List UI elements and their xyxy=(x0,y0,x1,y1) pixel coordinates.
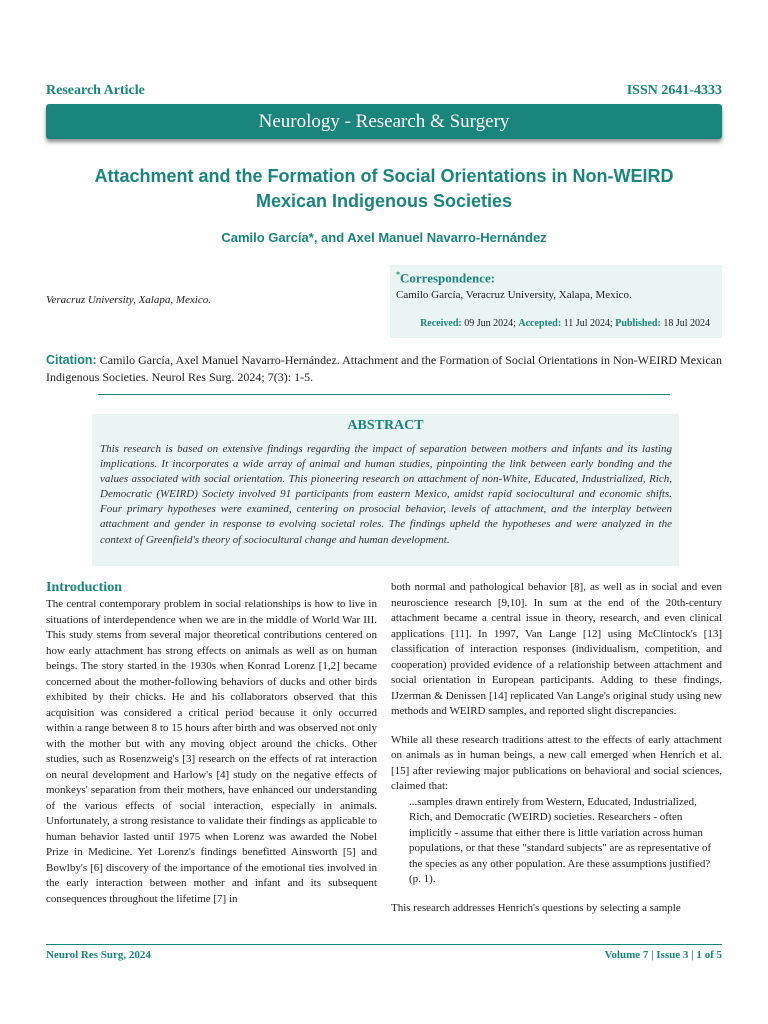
author-list: Camilo García*, and Axel Manuel Navarro-Hernández xyxy=(221,230,547,245)
published-date: 18 Jul 2024 xyxy=(663,318,710,329)
issn-label: ISSN 2641-4333 xyxy=(626,83,722,98)
introduction-heading: Introduction xyxy=(46,580,122,595)
affiliation: Veracruz University, Xalapa, Mexico. xyxy=(46,294,211,306)
abstract-heading: ABSTRACT xyxy=(347,418,424,433)
accepted-label: Accepted: xyxy=(518,318,562,329)
journal-banner: Neurology - Research & Surgery xyxy=(46,104,722,139)
abstract-text: This research is based on extensive findings regarding the impact of separation between mothers and infants and its lasting implications. It incorporates a wide array of animal and human studies, pinpointing the link between early bonding and the values associated with social orientation. This pioneering research on attachment of non-White, Educated, Industrialized, Rich, Democratic (WEIRD) Society involved 91 participants from eastern Mexico, amidst rapid sociocultural and economic shifts. Four primary hypotheses were examined, centering on prosocial behavior, levels of attachment, and the interplay between attachment and gender in response to evolving societal roles. The findings upheld the hypotheses and were analyzed in the context of Greenfield's theory of sociocultural change and human development. xyxy=(100,443,672,546)
abstract-box xyxy=(92,414,679,566)
citation-text: Camilo García, Axel Manuel Navarro-Hernández. Attachment and the Formation of Social Orientations in Non-WEIRD Mexican Indigenous Societies. Neurol Res Surg. 2024; 7(3): 1-5. xyxy=(46,353,723,384)
correspondence-heading: Correspondence: xyxy=(400,270,496,286)
body-column-left xyxy=(46,580,377,907)
article-type-label: Research Article xyxy=(46,83,145,98)
section-divider xyxy=(98,394,670,395)
publication-dates xyxy=(420,318,710,329)
body-paragraph: This research addresses Henrich's questions by selecting a sample xyxy=(391,901,681,914)
correspondence-box xyxy=(390,265,722,338)
citation xyxy=(46,352,722,386)
received-date: 09 Jun 2024; xyxy=(464,318,516,329)
accepted-date: 11 Jul 2024; xyxy=(563,318,613,329)
citation-label: Citation: xyxy=(46,353,97,367)
block-quote: ...samples drawn entirely from Western, Educated, Industrialized, Rich, and Democratic (WEIRD) societies. Researchers - often implicitly - assume that either there is little variation across human populations, or that these "standard subjects" are as representative of the species as any other population. Are these assumptions justified? (p. 1). xyxy=(409,795,712,885)
paper-title: Attachment and the Formation of Social Orientations in Non-WEIRD Mexican Indigenous Societies xyxy=(94,166,674,211)
body-paragraph: The central contemporary problem in social relationships is how to live in situations of interdependence when we are in the middle of World War III. This study stems from several major theoretical contributions centered on how early attachment has strong effects on animals as well as on human beings. The story started in the 1930s when Konrad Lorenz [1,2] became concerned about the mother-following behaviors of ducks and other birds exhibited by their chicks. He and his collaborators observed that this acquisition was considered a critical period because it only occurred within a range between 8 to 15 hours after birth and was observed not only with the mother but with any moving object around the chicks. Other studies, such as Rosenzweig's [3] research on the effects of rat interaction on neural development and Harlow's [4] study on the negative effects of monkeys' separation from their mothers, have enhanced our understanding of the various effects of social interaction, especially in animals. Unfortunately, a strong resistance to validate their findings as applicable to human behavior lasted until 1975 when Lorenz was awarded the Nobel Prize in Medicine. Yet Lorenz's findings benefitted Ainsworth [5] and Bowlby's [6] discovery of the importance of the emotional ties involved in the early interaction between mother and infant and its subsequent consequences throughout the lifetime [7] in xyxy=(46,598,377,905)
correspondence-mark: * xyxy=(396,270,400,279)
correspondence-title xyxy=(396,270,495,286)
footer-rule xyxy=(46,944,722,945)
footer-journal-citation: Neurol Res Surg, 2024 xyxy=(46,949,151,961)
body-paragraph: While all these research traditions attest to the effects of early attachment on animals as in human beings, a new call emerged when Henrich et al. [15] after reviewing major publications on behavioral and social sciences, claimed that: xyxy=(391,733,722,792)
body-paragraph: both normal and pathological behavior [8], as well as in social and even neuroscience research [9,10]. In sum at the end of the 20th-century attachment became a central issue in theory, research, and even clinical applications [11]. In 1997, Van Lange [12] using McClintock's [13] classification of interaction responses (individualism, competition, and cooperation) provided evidence of a relationship between attachment and social orientation in European participants. Adding to these findings, IJzerman & Denissen [14] replicated Van Lange's original study using new methods and WEIRD samples, and reported slight discrepancies. xyxy=(391,581,722,717)
footer-page-info: Volume 7 | Issue 3 | 1 of 5 xyxy=(604,949,722,961)
received-label: Received: xyxy=(420,318,462,329)
published-label: Published: xyxy=(615,318,661,329)
body-column-right xyxy=(391,580,722,916)
correspondence-text: Camilo García, Veracruz University, Xalapa, Mexico. xyxy=(396,289,632,301)
